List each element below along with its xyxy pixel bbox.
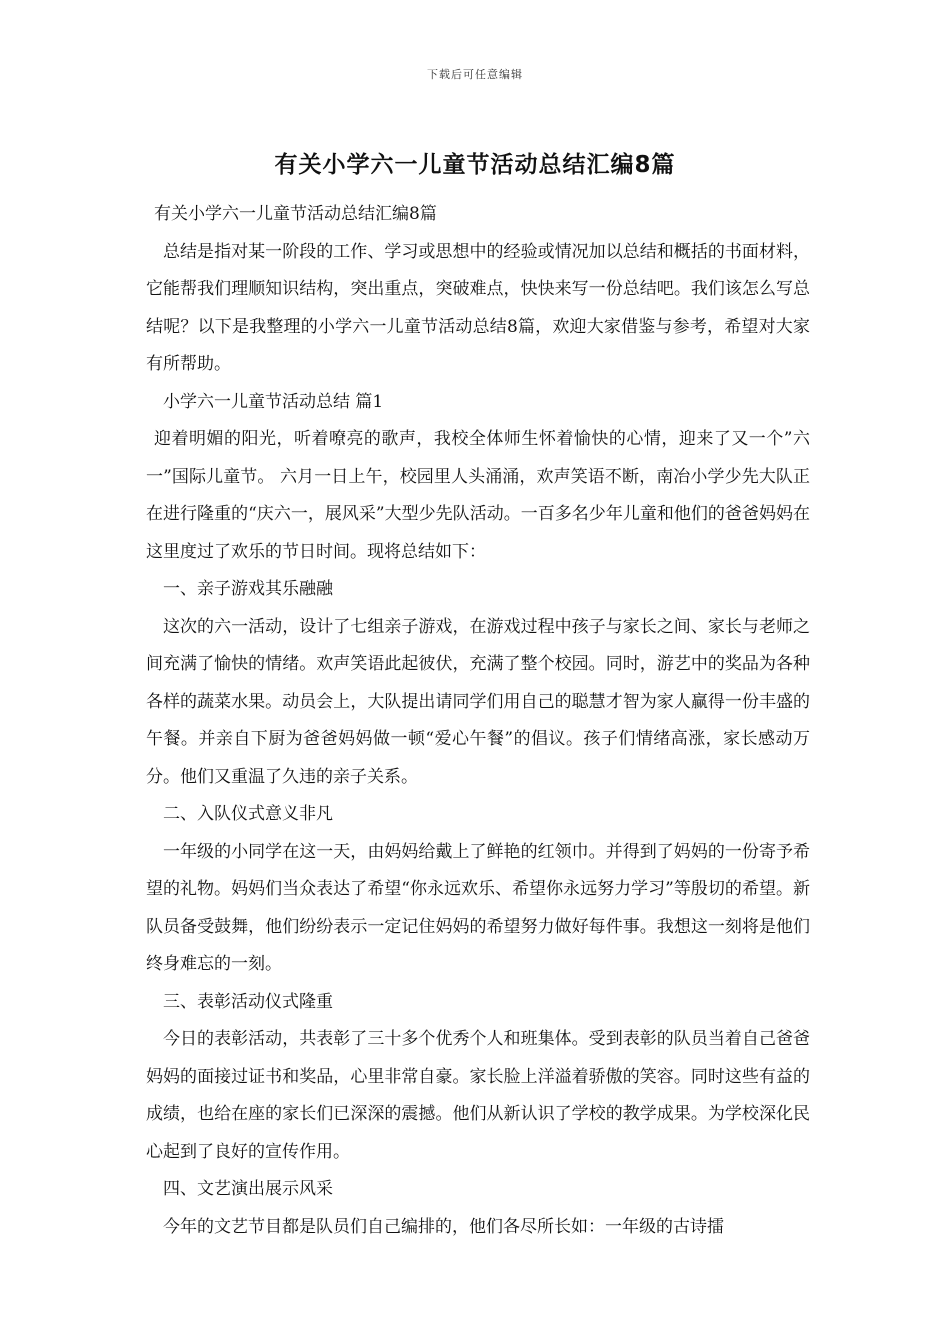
subtitle-paragraph: 有关小学六一儿童节活动总结汇编8篇	[154, 204, 437, 224]
body-paragraph: 这次的六一活动，设计了七组亲子游戏，在游戏过程中孩子与家长之间、家长与老师之间充满了愉快的情绪。欢声笑语此起彼伏，充满了整个校园。同时，游艺中的奖品为各种各样的蔬菜水果。动员会上，大队提出请同学们用自己的聪慧才智为家人赢得一份丰盛的午餐。并亲自下厨为爸爸妈妈做一顿“爱心午餐”的倡议。孩子们情绪高涨，家长感动万分。他们又重温了久违的亲子关系。	[146, 616, 810, 787]
body-paragraph: 迎着明媚的阳光，听着嘹亮的歌声，我校全体师生怀着愉快的心情，迎来了又一个”六一”国际儿童节。 六月一日上午，校园里人头涌涌，欢声笑语不断，南冶小学少先大队正在进行隆重的“庆六一，展风采”大型少先队活动。一百多名少年儿童和他们的爸爸妈妈在这里度过了欢乐的节日时间。现将总结如下：	[146, 429, 810, 562]
subsection-heading: 三、表彰活动仪式隆重	[163, 991, 333, 1012]
body-paragraph: 一年级的小同学在这一天，由妈妈给戴上了鲜艳的红领巾。并得到了妈妈的一份寄予希望的礼物。妈妈们当众表达了希望“你永远欢乐、希望你永远努力学习”等殷切的希望。新队员备受鼓舞，他们纷纷表示一定记住妈妈的希望努力做好每件事。我想这一刻将是他们终身难忘的一刻。	[146, 841, 810, 974]
document-body	[146, 196, 810, 1246]
header-note: 下载后可任意编辑	[427, 68, 523, 81]
subsection-heading: 四、文艺演出展示风采	[163, 1179, 333, 1199]
section-heading: 小学六一儿童节活动总结 篇1	[163, 391, 384, 412]
subsection-heading: 一、亲子游戏其乐融融	[163, 579, 333, 599]
document-title: 有关小学六一儿童节活动总结汇编8篇	[274, 152, 676, 178]
subsection-heading: 二、入队仪式意义非凡	[163, 804, 333, 824]
body-paragraph: 今年的文艺节目都是队员们自己编排的，他们各尽所长如：一年级的古诗擂	[163, 1216, 724, 1237]
body-paragraph: 今日的表彰活动，共表彰了三十多个优秀个人和班集体。受到表彰的队员当着自己爸爸妈妈的面接过证书和奖品，心里非常自豪。家长脸上洋溢着骄傲的笑容。同时这些有益的成绩，也给在座的家长们已深深的震撼。他们从新认识了学校的教学成果。为学校深化民心起到了良好的宣传作用。	[146, 1029, 810, 1162]
intro-paragraph: 总结是指对某一阶段的工作、学习或思想中的经验或情况加以总结和概括的书面材料，它能帮我们理顺知识结构，突出重点，突破难点，快快来写一份总结吧。我们该怎么写总结呢？以下是我整理的小学六一儿童节活动总结8篇，欢迎大家借鉴与参考，希望对大家有所帮助。	[146, 241, 810, 374]
